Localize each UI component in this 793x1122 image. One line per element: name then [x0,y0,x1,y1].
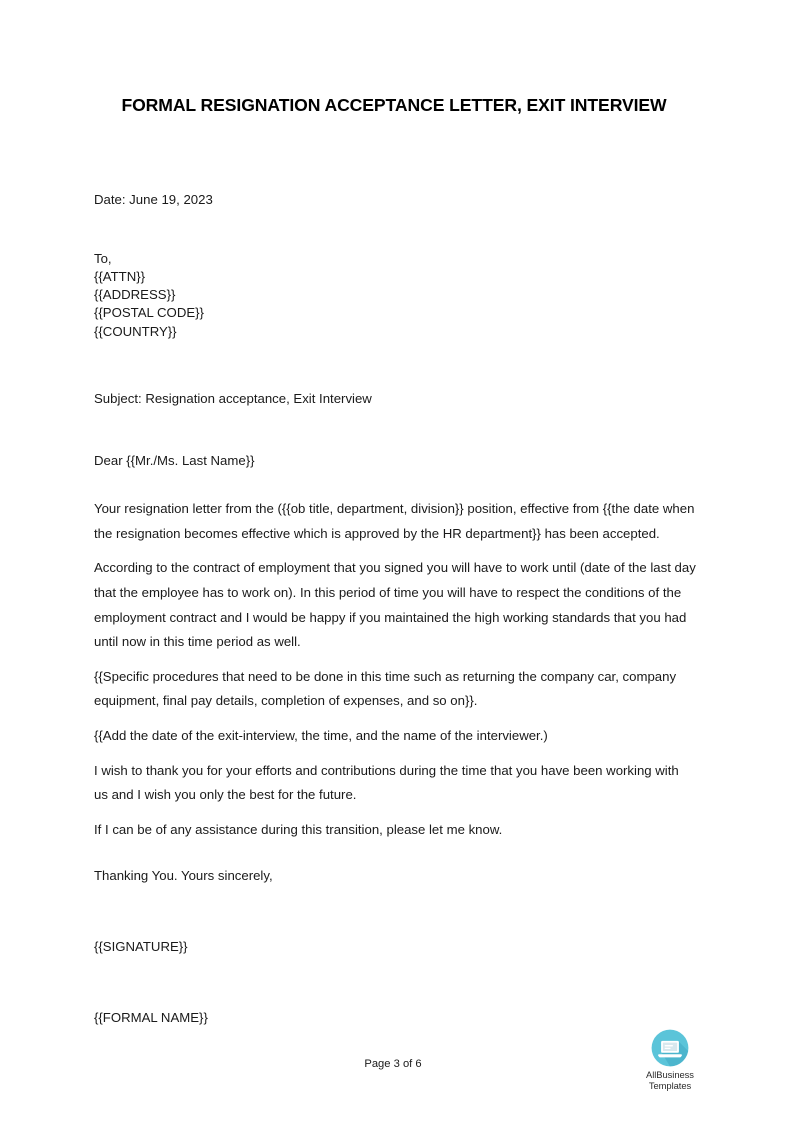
spacer-before-formal-name [94,960,696,1006]
page-number: Page 3 of 6 [364,1058,422,1070]
recipient-address: {{ADDRESS}} [94,287,176,303]
closing-line: Thanking You. Yours sincerely, [94,868,273,884]
spacer-before-closing [94,852,696,864]
letter-body [94,188,696,1030]
spacer-after-subject [94,412,696,449]
recipient-postal-code: {{POSTAL CODE}} [94,305,204,321]
page-title: FORMAL RESIGNATION ACCEPTANCE LETTER, EXIT INTERVIEW [121,95,667,115]
body-paragraph-5: I wish to thank you for your efforts and contributions during the time that you have been working with us and I wish you only the best for the future. [94,762,679,803]
recipient-attn: {{ATTN}} [94,268,146,284]
brand-name-line-1: AllBusiness [646,1069,694,1080]
spacer-before-signature [94,889,696,935]
signature-placeholder: {{SIGNATURE}} [94,938,188,954]
body-paragraph-3: {{Specific procedures that need to be done in this time such as returning the company car, company equipment, final pay details, completion of expenses, and so on}}. [94,668,677,709]
brand-logo [634,1029,706,1092]
body-paragraph-2: According to the contract of employment that you signed you will have to work until (date of the last day that the employee has to work on). In this period of time you will have to respect the conditions of the employment contract and I would be happy if you maintained the high working standards that you had until now in this time period as well. [94,560,696,650]
brand-name-line-2: Templates [648,1079,692,1091]
laptop-icon [651,1029,689,1067]
subject-line: Subject: Resignation acceptance, Exit Interview [94,391,372,407]
body-paragraph-1: Your resignation letter from the ({{ob title, department, division}} position, effective from {{the date when the resignation becomes effective which is approved by the HR department}} has been accepted. [94,501,695,541]
body-paragraph-4: {{Add the date of the exit-interview, the time, and the name of the interviewer.) [94,728,548,744]
spacer-after-salutation [94,473,696,497]
date-line: Date: June 19, 2023 [94,192,213,207]
body-paragraph-6: If I can be of any assistance during this transition, please let me know. [94,821,503,837]
spacer-after-address [94,341,696,387]
spacer-after-date [94,213,696,250]
recipient-to-label: To, [94,250,112,266]
formal-name-placeholder: {{FORMAL NAME}} [94,1009,208,1025]
salutation-line: Dear {{Mr./Ms. Last Name}} [94,452,255,468]
recipient-country: {{COUNTRY}} [94,323,177,339]
